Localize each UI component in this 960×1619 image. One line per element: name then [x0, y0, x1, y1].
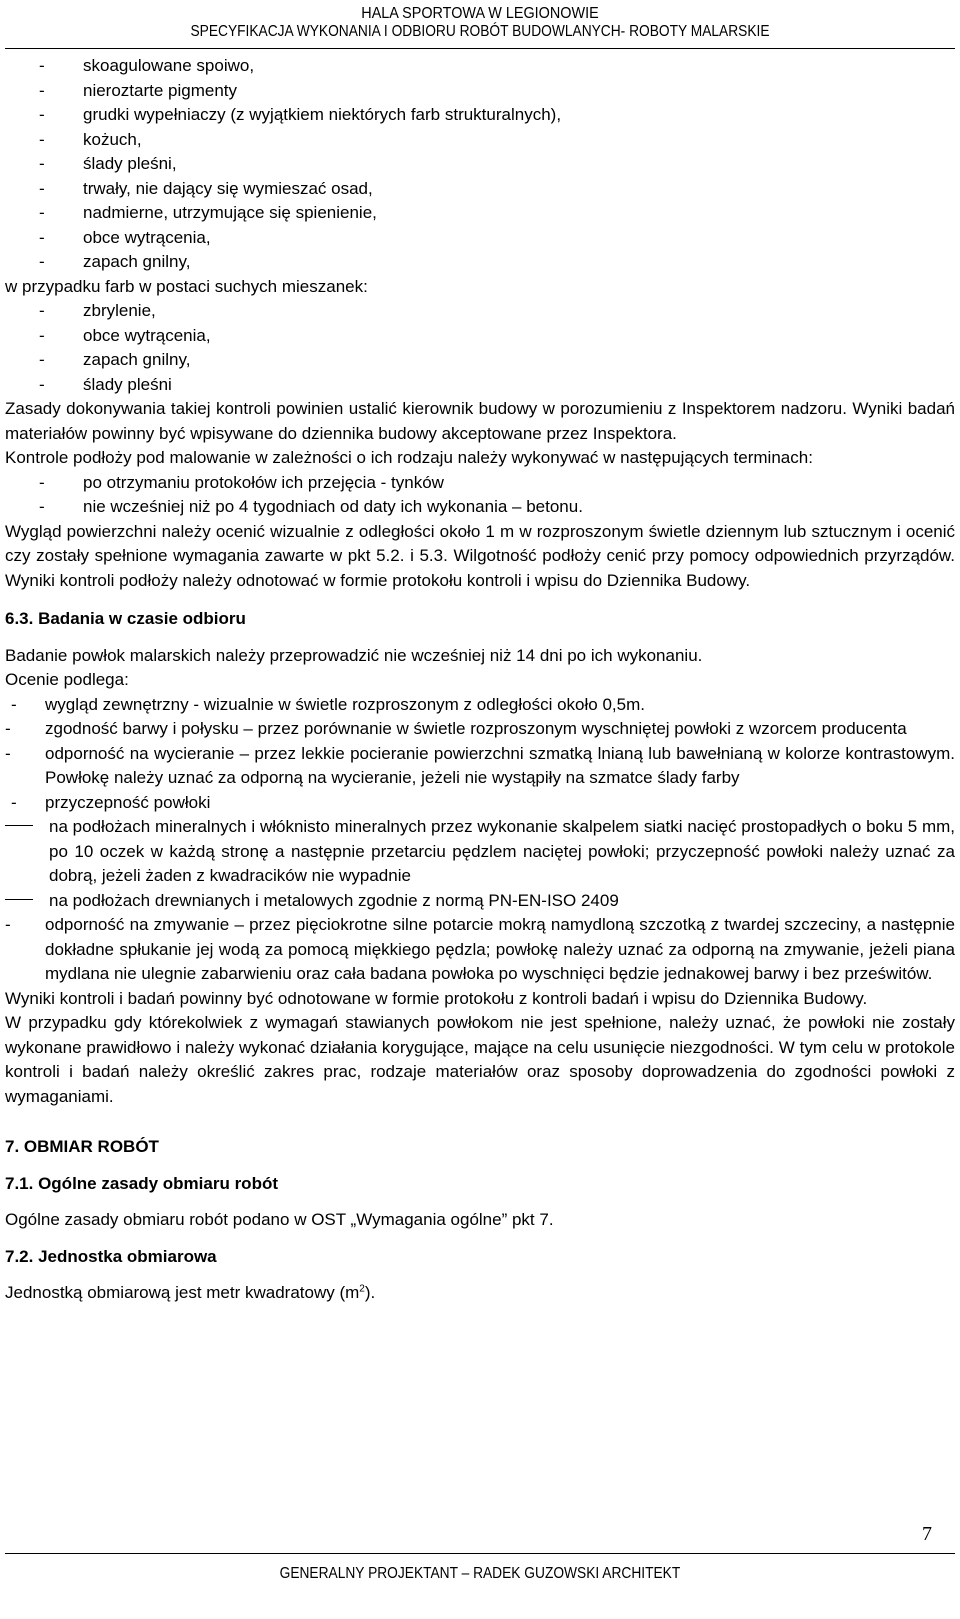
list-item: - obce wytrącenia, — [39, 227, 211, 247]
header-divider — [5, 48, 955, 49]
paragraph-results-record: Wyniki kontroli i badań powinny być odnotowane w formie protokołu z kontroli badań i wpisu do Dziennika Budowy. — [5, 988, 868, 1008]
page-number: 7 — [922, 1523, 932, 1545]
footer-divider — [5, 1553, 955, 1554]
list-item: - ślady pleśni — [39, 374, 172, 394]
document-body — [5, 54, 955, 1306]
wet-paint-defects-list — [5, 54, 955, 275]
list-item: - skoagulowane spoiwo, — [39, 56, 255, 75]
list-item: - zgodność barwy i połysku – przez porównanie w świetle rozproszonym wyschniętej powłoki z wzorcem producenta — [5, 719, 907, 738]
evaluation-criteria-list — [5, 693, 955, 987]
list-item: - zapach gnilny, — [39, 350, 191, 369]
list-item: na podłożach drewnianych i metalowych zgodnie z normą PN-EN-ISO 2409 — [5, 889, 955, 914]
paragraph-evaluation-intro: Ocenie podlega: — [5, 670, 129, 689]
list-item: - nadmierne, utrzymujące się spienienie, — [39, 203, 377, 222]
paragraph-substrate-control: Kontrole podłoży pod malowanie w zależności o ich rodzaju należy wykonywać w następujących terminach: — [5, 448, 813, 467]
list-item: - po otrzymaniu protokołów ich przejęcia - tynków — [39, 472, 444, 492]
list-item: - wygląd zewnętrzny - wizualnie w świetle rozproszonym z odległości około 0,5m. — [11, 694, 645, 714]
page-footer: GENERALNY PROJEKTANT – RADEK GUZOWSKI ARCHITEKT — [279, 1565, 681, 1582]
document-title: HALA SPORTOWA W LEGIONOWIE — [361, 5, 599, 22]
list-item: - ślady pleśni, — [39, 154, 177, 173]
list-item: - nieroztarte pigmenty — [39, 80, 238, 100]
section-heading-6-3: 6.3. Badania w czasie odbioru — [5, 609, 246, 628]
long-dash-bullet — [5, 825, 33, 826]
long-dash-bullet — [5, 899, 33, 900]
dry-mix-defects-list — [5, 299, 955, 397]
list-item: - przyczepność powłoki — [11, 792, 211, 812]
dry-mix-intro: w przypadku farb w postaci suchych mieszanek: — [5, 276, 368, 296]
list-item: - odporność na wycieranie – przez lekkie pocieranie powierzchni szmatką lnianą lub bawełnianą w kolorze kontrastowym. Powłokę należy uznać za odporną na wycieranie, jeżeli nie wystąpiły na szmatce ślady farby — [5, 743, 955, 787]
paragraph-surface-appearance: Wygląd powierzchni należy ocenić wizualnie z odległości około 1 m w rozproszonym świetle dziennym lub sztucznym i ocenić czy zostały spełnione wymagania zawarte w pkt 5.2. i 5.3. Wilgotność podłoży cenić przy pomocy odpowiednich przyrządów. Wyniki kontroli podłoży należy odnotować w formie protokołu kontroli i wpisu do Dziennika Budowy. — [5, 521, 955, 590]
list-item: - odporność na zmywanie – przez pięciokrotne silne potarcie mokrą namydloną szczotką z twardej szczeciny, a następnie dokładne spłukanie jej wodą za pomocą miękkiego pędzla; powłokę należy uznać za odporną na zmywanie, jeżeli piana mydlana nie ulegnie zabarwieniu oraz cała badana powłoka po wyschnięci będzie jednakowej barwy i bez prześwitów. — [5, 915, 955, 983]
document-subtitle: SPECYFIKACJA WYKONANIA I ODBIORU ROBÓT BUDOWLANYCH- ROBOTY MALARSKIE — [190, 23, 770, 40]
list-item: - zbrylenie, — [39, 301, 156, 320]
list-item: - grudki wypełniaczy (z wyjątkiem niektórych farb strukturalnych), — [39, 105, 562, 124]
list-item: - obce wytrącenia, — [39, 325, 211, 345]
list-item: - zapach gnilny, — [39, 252, 191, 271]
paragraph-measurement-rules: Ogólne zasady obmiaru robót podano w OST „Wymagania ogólne” pkt 7. — [5, 1210, 554, 1229]
list-item: - nie wcześniej niż po 4 tygodniach od daty ich wykonania – betonu. — [39, 497, 583, 516]
paragraph-coating-testing: Badanie powłok malarskich należy przeprowadzić nie wcześniej niż 14 dni po ich wykonaniu. — [5, 645, 703, 665]
list-item: - kożuch, — [39, 129, 142, 149]
section-heading-7-1: 7.1. Ogólne zasady obmiaru robót — [5, 1173, 278, 1193]
control-terms-list — [5, 471, 955, 520]
list-item: - trwały, nie dający się wymieszać osad, — [39, 178, 373, 198]
paragraph-nonconformity: W przypadku gdy którekolwiek z wymagań stawianych powłokom nie jest spełnione, należy uznać, że powłoki nie zostały wykonane prawidłowo i należy wykonać działania korygujące, mające na celu usunięcie niezgodności. W tym celu w protokole kontroli i badań należy określić zakres prac, rodzaje materiałów oraz sposoby doprowadzenia do zgodności powłoki z wymaganiami. — [5, 1013, 955, 1106]
paragraph-control-rules: Zasady dokonywania takiej kontroli powinien ustalić kierownik budowy w porozumieniu z Inspektorem nadzoru. Wyniki badań materiałów powinny być wpisywane do dziennika budowy akceptowane przez Inspektora. — [5, 399, 955, 443]
paragraph-unit: Jednostką obmiarową jest metr kwadratowy $(m^2)$. — [5, 1283, 376, 1302]
section-heading-7-2: 7.2. Jednostka obmiarowa — [5, 1246, 217, 1266]
section-heading-7: 7. OBMIAR ROBÓT — [5, 1137, 159, 1156]
page-header — [0, 6, 960, 40]
list-item: na podłożach mineralnych i włóknisto mineralnych przez wykonanie skalpelem siatki nacięć prostopadłych o boku 5 mm, po 10 oczek w każdą stronę a następnie przetarciu pędzlem naciętej powłoki; przyczepność powłoki należy uznać za dobrą, jeżeli żaden z kwadracików nie wypadnie — [5, 815, 955, 889]
